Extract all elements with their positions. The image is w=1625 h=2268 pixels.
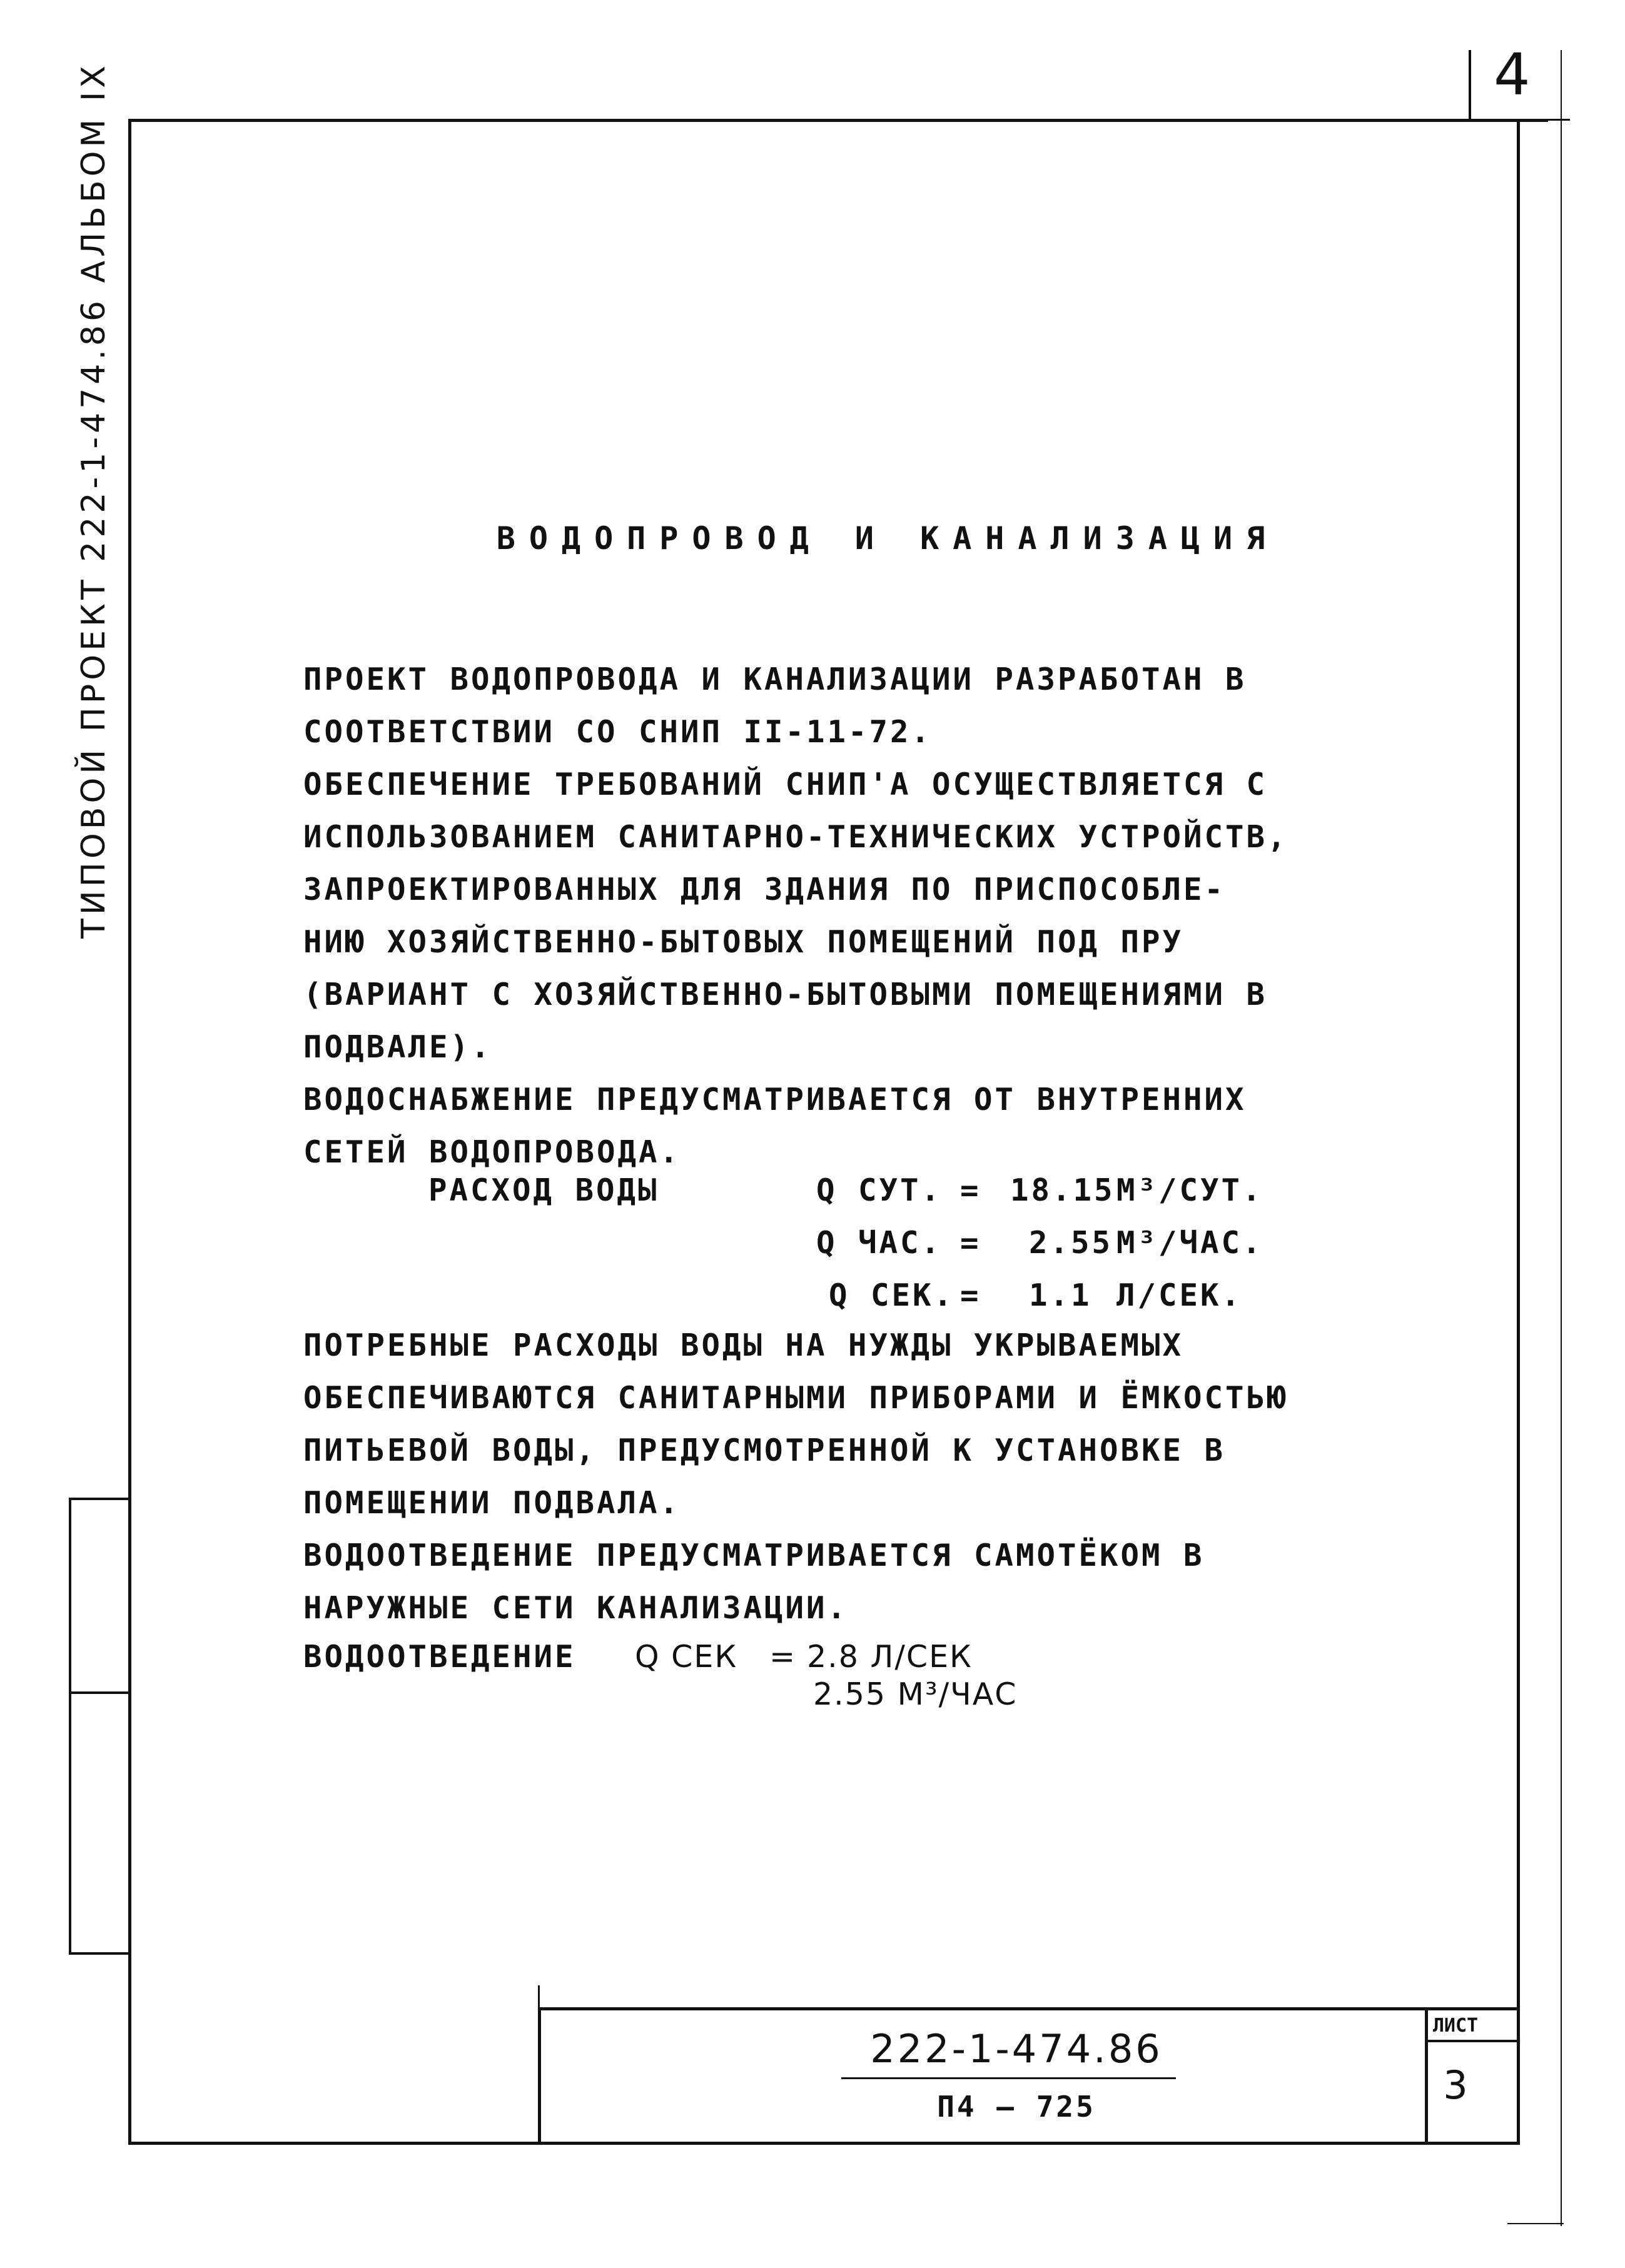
stamp-top-line xyxy=(538,2007,1519,2010)
paragraph-line: (ВАРИАНТ С ХОЗЯЙСТВЕННО-БЫТОВЫМИ ПОМЕЩЕНИЯМИ В xyxy=(303,977,1268,1012)
paragraph-line: ПОДВАЛЕ). xyxy=(303,1029,492,1065)
binding-box-left xyxy=(69,1498,71,1954)
paragraph-line: ПИТЬЕВОЙ ВОДЫ, ПРЕДУСМОТРЕННОЙ К УСТАНОВКЕ В xyxy=(303,1433,1226,1468)
page-corner-vertical xyxy=(1469,50,1471,119)
stamp-sheet-label-line xyxy=(1425,2040,1519,2042)
side-label: ТИПОВОЙ ПРОЕКТ 222-1-474.86 АЛЬБОМ IX xyxy=(75,62,113,939)
flow-symbol: Q ЧАС. xyxy=(816,1225,943,1261)
binding-box-mid xyxy=(69,1691,130,1694)
stamp-code-underline xyxy=(841,2077,1176,2079)
paragraph-line: ВОДООТВЕДЕНИЕ ПРЕДУСМАТРИВАЕТСЯ САМОТЁКОМ В xyxy=(303,1538,1205,1573)
stamp-sheet-label: ЛИСТ xyxy=(1432,2015,1479,2037)
flow-symbol: Q СУТ. xyxy=(816,1172,943,1208)
body-text-2 xyxy=(303,1319,1429,1635)
paragraph-line: ПРОЕКТ ВОДОПРОВОДА И КАНАЛИЗАЦИИ РАЗРАБОТАН В xyxy=(303,662,1247,697)
drainage-symbol: Q СЕК xyxy=(635,1639,738,1675)
frame-top-line xyxy=(128,119,1548,122)
paragraph-line: ИСПОЛЬЗОВАНИЕМ САНИТАРНО-ТЕХНИЧЕСКИХ УСТРОЙСТВ, xyxy=(303,819,1288,855)
page-number: 4 xyxy=(1494,41,1531,108)
page-title: ВОДОПРОВОД И КАНАЛИЗАЦИЯ xyxy=(496,520,1279,557)
paragraph-line: ВОДОСНАБЖЕНИЕ ПРЕДУСМАТРИВАЕТСЯ ОТ ВНУТРЕННИХ xyxy=(303,1082,1247,1117)
paragraph-line: ЗАПРОЕКТИРОВАННЫХ ДЛЯ ЗДАНИЯ ПО ПРИСПОСОБЛЕ- xyxy=(303,872,1226,907)
drainage-value-1: 2.8 Л/СЕК xyxy=(807,1639,973,1675)
flow-unit: Л/СЕК. xyxy=(1116,1278,1243,1313)
drainage-eq: = xyxy=(769,1639,797,1675)
flow-unit: М³/СУТ. xyxy=(1116,1172,1263,1208)
paragraph-line: СООТВЕТСТВИИ СО СНИП II-11-72. xyxy=(303,714,933,750)
flow-value: 1.1 xyxy=(1029,1278,1092,1313)
flow-value: 18.15 xyxy=(1010,1172,1115,1208)
drainage-label: ВОДООТВЕДЕНИЕ xyxy=(303,1639,576,1675)
body-text xyxy=(303,653,1417,1179)
paragraph-line: ПОТРЕБНЫЕ РАСХОДЫ ВОДЫ НА НУЖДЫ УКРЫВАЕМЫХ xyxy=(303,1328,1184,1363)
paragraph-line: ПОМЕЩЕНИИ ПОДВАЛА. xyxy=(303,1485,681,1521)
binding-box-top xyxy=(69,1498,130,1500)
frame-top-extension xyxy=(1520,119,1570,121)
flow-eq: = xyxy=(960,1172,981,1208)
flow-value: 2.55 xyxy=(1029,1225,1113,1261)
flow-eq: = xyxy=(960,1278,981,1313)
frame-left-line xyxy=(128,119,131,2145)
paragraph-line: НАРУЖНЫЕ СЕТИ КАНАЛИЗАЦИИ. xyxy=(303,1590,849,1626)
stamp-sub-code: П4 — 725 xyxy=(937,2090,1096,2124)
flow-label: РАСХОД ВОДЫ xyxy=(428,1172,659,1208)
stamp-sheet-number: 3 xyxy=(1443,2062,1468,2108)
flow-unit: М³/ЧАС. xyxy=(1116,1225,1263,1261)
page-edge-right xyxy=(1561,50,1562,2226)
paragraph-line: ОБЕСПЕЧЕНИЕ ТРЕБОВАНИЙ СНИП'А ОСУЩЕСТВЛЯЕТСЯ С xyxy=(303,767,1268,802)
paragraph-line: ОБЕСПЕЧИВАЮТСЯ САНИТАРНЫМИ ПРИБОРАМИ И ЁМКОСТЬЮ xyxy=(303,1380,1288,1416)
flow-eq: = xyxy=(960,1225,981,1261)
page-edge-tick xyxy=(1507,2223,1564,2224)
drainage-value-2: 2.55 М³/ЧАС xyxy=(813,1676,1018,1712)
binding-box-bottom xyxy=(69,1952,130,1955)
frame-bottom-line xyxy=(128,2142,1520,2145)
frame-right-line xyxy=(1517,119,1520,2145)
stamp-left-line xyxy=(538,2007,541,2144)
stamp-left-tick xyxy=(538,1985,540,2010)
paragraph-line: НИЮ ХОЗЯЙСТВЕННО-БЫТОВЫХ ПОМЕЩЕНИЙ ПОД ПРУ xyxy=(303,924,1184,960)
stamp-document-code: 222-1-474.86 xyxy=(870,2026,1163,2072)
flow-symbol: Q СЕК. xyxy=(829,1278,955,1313)
paragraph-line: СЕТЕЙ ВОДОПРОВОДА. xyxy=(303,1134,681,1170)
